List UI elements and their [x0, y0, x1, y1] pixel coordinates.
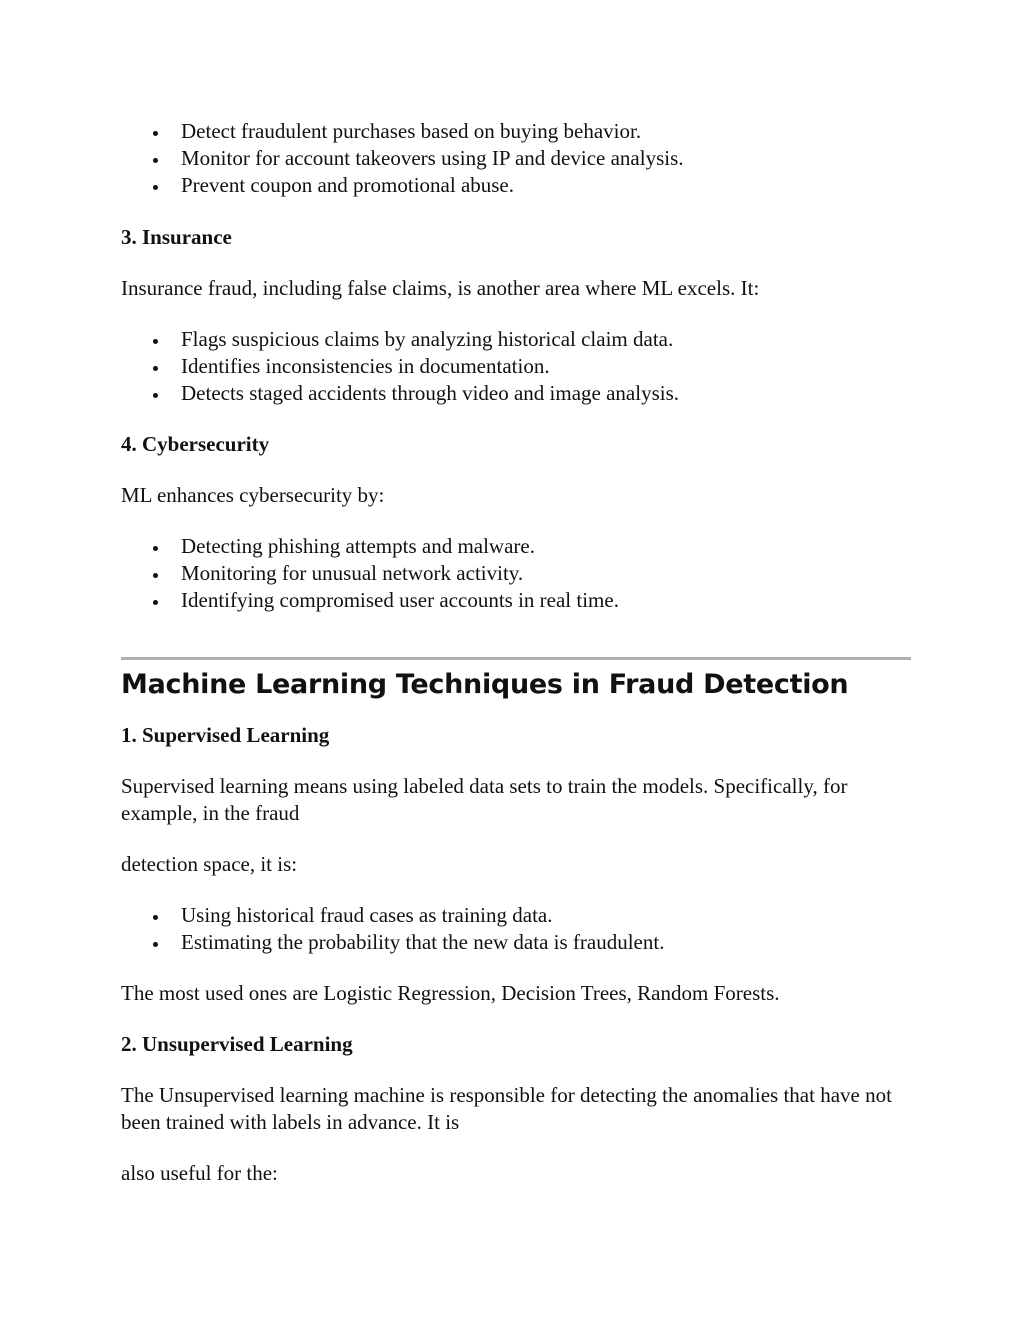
list-item: Monitoring for unusual network activity. — [181, 560, 911, 587]
cybersecurity-intro: ML enhances cybersecurity by: — [121, 483, 385, 507]
unsupervised-paragraph-continued: also useful for the: — [121, 1161, 278, 1185]
supervised-bullet-list — [121, 902, 911, 956]
list-item: Prevent coupon and promotional abuse. — [181, 172, 911, 199]
cybersecurity-bullet-list — [121, 533, 911, 614]
list-item: Monitor for account takeovers using IP and device analysis. — [181, 145, 911, 172]
list-item: Flags suspicious claims by analyzing historical claim data. — [181, 326, 911, 353]
insurance-bullet-list — [121, 326, 911, 407]
list-item: Detecting phishing attempts and malware. — [181, 533, 911, 560]
techniques-heading: Machine Learning Techniques in Fraud Detection — [121, 669, 849, 700]
supervised-closing: The most used ones are Logistic Regression, Decision Trees, Random Forests. — [121, 981, 780, 1005]
unsupervised-heading: 2. Unsupervised Learning — [121, 1032, 353, 1056]
unsupervised-paragraph: The Unsupervised learning machine is responsible for detecting the anomalies that have not been trained with labels in advance. It is — [121, 1083, 892, 1134]
ecommerce-bullet-list — [121, 118, 911, 199]
cybersecurity-heading: 4. Cybersecurity — [121, 432, 270, 456]
supervised-paragraph-continued: detection space, it is: — [121, 852, 298, 876]
insurance-intro: Insurance fraud, including false claims, is another area where ML excels. It: — [121, 276, 760, 300]
supervised-paragraph: Supervised learning means using labeled data sets to train the models. Specifically, for example, in the fraud — [121, 774, 848, 825]
list-item: Estimating the probability that the new data is fraudulent. — [181, 929, 911, 956]
list-item: Identifies inconsistencies in documentation. — [181, 353, 911, 380]
list-item: Identifying compromised user accounts in real time. — [181, 587, 911, 614]
document-page — [121, 118, 911, 1187]
insurance-heading: 3. Insurance — [121, 225, 232, 249]
list-item: Detect fraudulent purchases based on buying behavior. — [181, 118, 911, 145]
list-item: Detects staged accidents through video and image analysis. — [181, 380, 911, 407]
supervised-heading: 1. Supervised Learning — [121, 723, 330, 747]
list-item: Using historical fraud cases as training data. — [181, 902, 911, 929]
